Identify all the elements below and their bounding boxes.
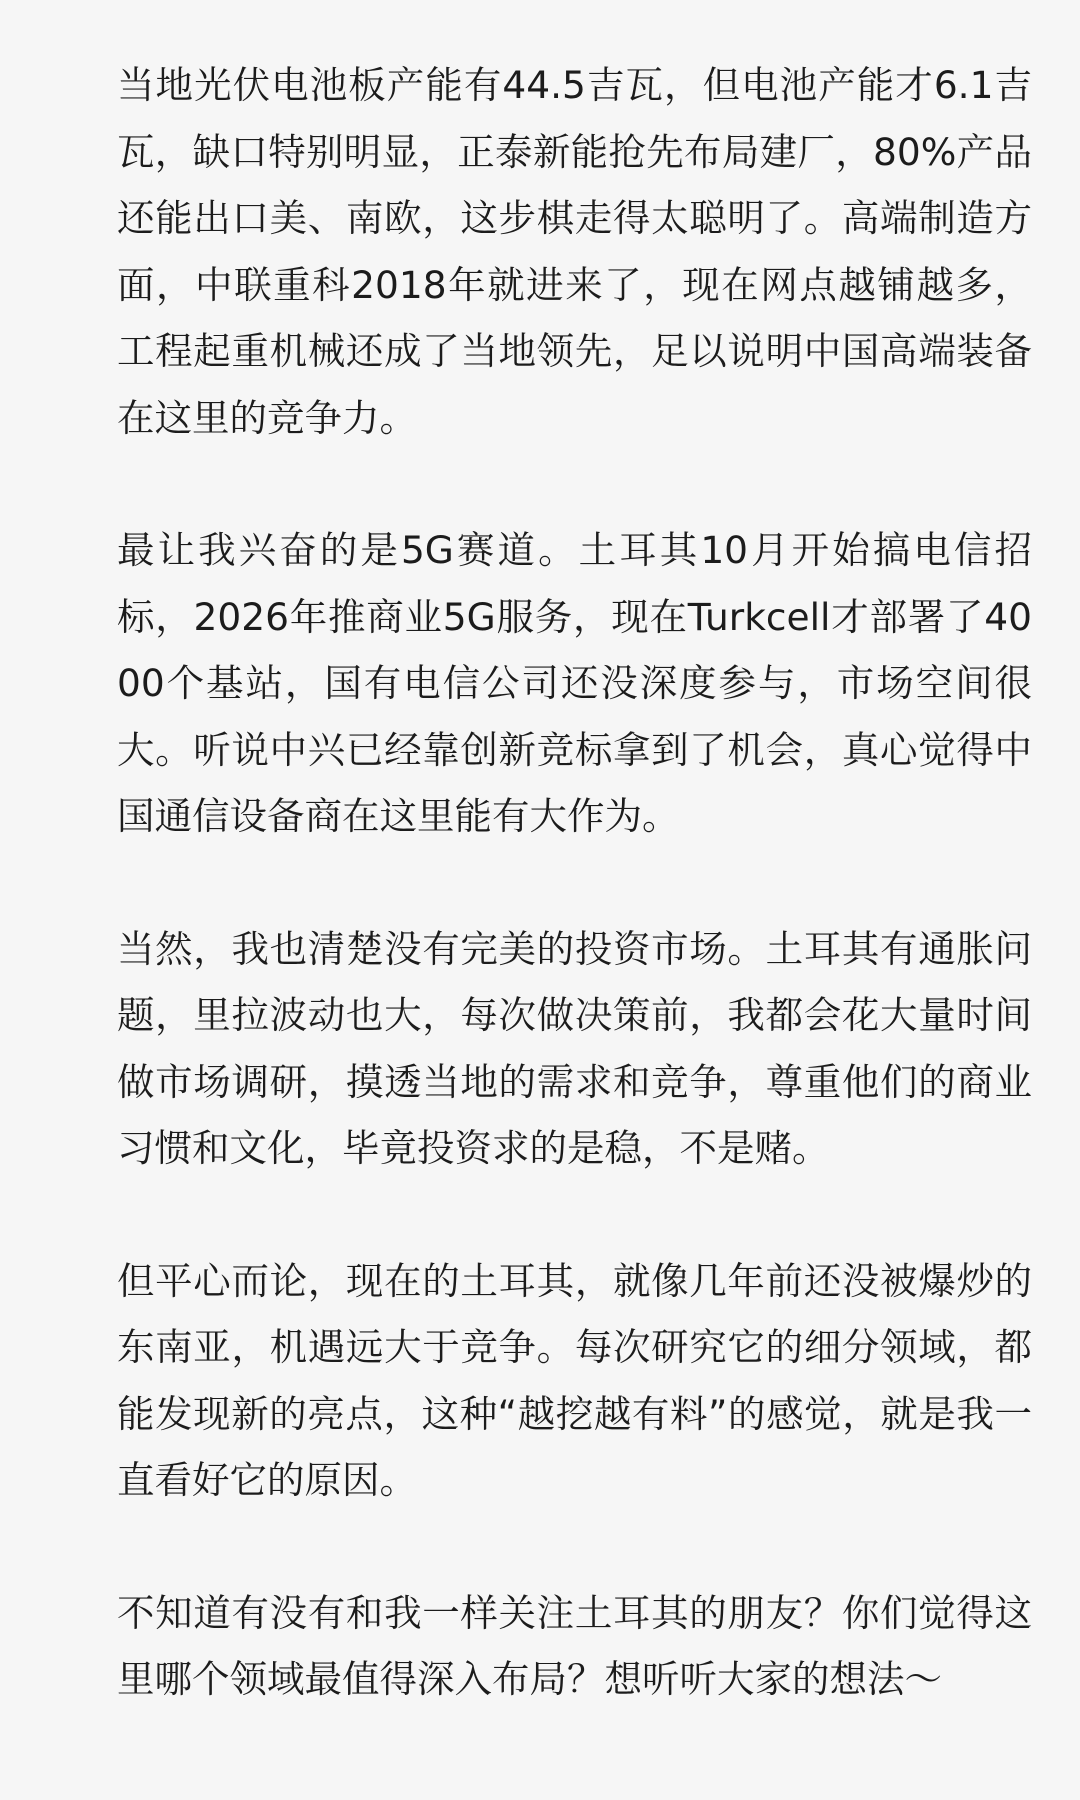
paragraph-question: 不知道有没有和我一样关注土耳其的朋友？你们觉得这里哪个领域最值得深入布局？想听听大家的想法～ [117, 1590, 1032, 1701]
article-body [117, 52, 1032, 1713]
paragraph-5g-telecom: 最让我兴奋的是5G赛道。土耳其10月开始搞电信招标，2026年推商业5G服务，现在Turkcell才部署了4000个基站，国有电信公司还没深度参与，市场空间很大。听说中兴已经靠创新竞标拿到了机会，真心觉得中国通信设备商在这里能有大作为。 [117, 528, 1032, 838]
paragraph-photovoltaic-manufacturing: 当地光伏电池板产能有44.5吉瓦，但电池产能才6.1吉瓦，缺口特别明显，正泰新能抢先布局建厂，80%产品还能出口美、南欧，这步棋走得太聪明了。高端制造方面，中联重科2018年就进来了，现在网点越铺越多，工程起重机械还成了当地领先，足以说明中国高端装备在这里的竞争力。 [117, 63, 1032, 440]
paragraph-opportunity: 但平心而论，现在的土耳其，就像几年前还没被爆炒的东南亚，机遇远大于竞争。每次研究它的细分领域，都能发现新的亮点，这种“越挖越有料”的感觉，就是我一直看好它的原因。 [117, 1258, 1032, 1502]
paragraph-risks: 当然，我也清楚没有完美的投资市场。土耳其有通胀问题，里拉波动也大，每次做决策前，我都会花大量时间做市场调研，摸透当地的需求和竞争，尊重他们的商业习惯和文化，毕竟投资求的是稳，不是赌。 [117, 926, 1032, 1170]
